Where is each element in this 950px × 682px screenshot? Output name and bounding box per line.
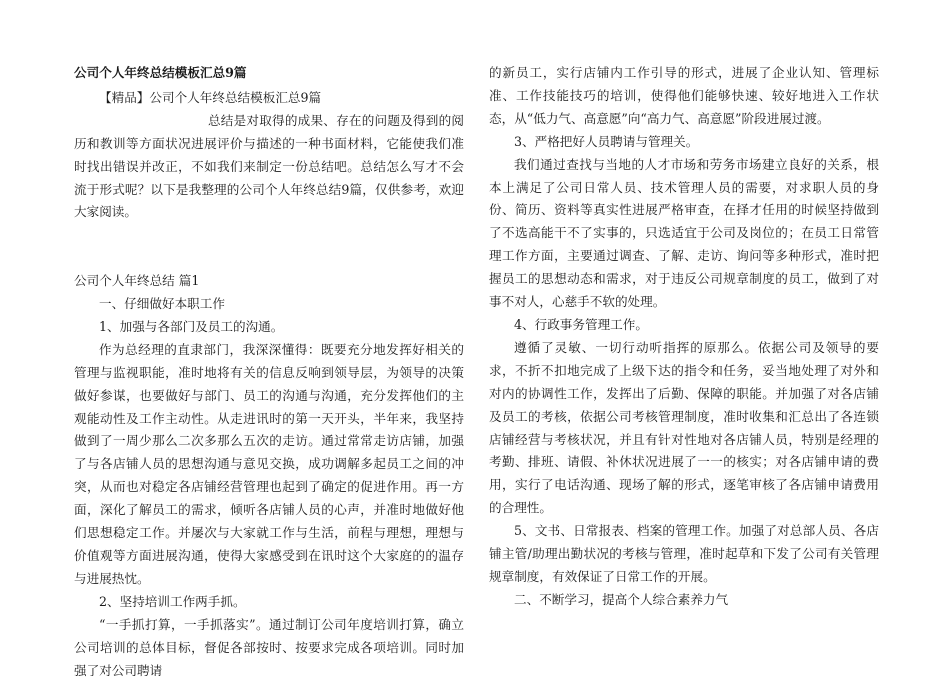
- subheading-1-5: 5、文书、日常报表、档案的管理工作。加强了对总部人员、各店铺主管/助理出勤状况的考核与管理，准时起草和下发了公司有关管理规章制度，有效保证了日常工作的开展。: [489, 523, 879, 584]
- section-heading: 公司个人年终总结 篇1: [74, 273, 200, 289]
- document-subtitle: 【精品】公司个人年终总结模板汇总9篇: [99, 89, 322, 105]
- heading-2: 二、不断学习，提高个人综合素养力气: [514, 591, 729, 607]
- paragraph-2-start: “一手抓打算，一手抓落实”。通过制订公司年度培训打算，确立公司培训的总体目标，督促各部按时、按要求完成各项培训。同时加强了对公司聘请: [74, 616, 464, 678]
- intro-paragraph: 总结是对取得的成果、存在的问题及得到的阅历和教训等方面状况进展评价与描述的一种书面材料，它能使我们准时找出错误并改正，不如我们来制定一份总结吧。总结怎么写才不会流于形式呢？以下是我整理的公司个人年终总结9篇，仅供参考，欢迎大家阅读。: [74, 112, 464, 220]
- subheading-1-4: 4、行政事务管理工作。: [514, 316, 648, 332]
- paragraph-2-continued: 的新员工，实行店铺内工作引导的形式，进展了企业认知、管理标准、工作技能技巧的培训，使得他们能够快速、较好地进入工作状态，从“低力气、高意愿”向“高力气、高意愿”阶段进展过渡。: [489, 65, 879, 126]
- subheading-1-2: 2、坚持培训工作两手抓。: [99, 593, 246, 609]
- heading-1: 一、仔细做好本职工作: [99, 296, 225, 312]
- subheading-1-3: 3、严格把好人员聘请与管理关。: [514, 133, 699, 149]
- document-title: 公司个人年终总结模板汇总9篇: [74, 65, 247, 80]
- subheading-1-1: 1、加强与各部门及员工的沟通。: [99, 318, 284, 334]
- left-column: [74, 62, 464, 682]
- blank-line: [74, 247, 464, 270]
- blank-line: [74, 224, 464, 247]
- right-column: [489, 62, 879, 612]
- paragraph-3: 我们通过查找与当地的人才市场和劳务市场建立良好的关系，根本上满足了公司日常人员、技术管理人员的需要，对求职人员的身份、简历、资料等真实性进展严格审查，在择才任用的时候坚持做到了不选高能干不了实事的，只选适宜于公司及岗位的；在员工日常管理工作方面，主要通过调查、了解、走访、询问等多种形式，准时把握员工的思想动态和需求，对于违反公司规章制度的员工，做到了对事不对人，心慈手不软的处理。: [489, 156, 879, 310]
- paragraph-1: 作为总经理的直隶部门，我深深懂得：既要充分地发挥好相关的管理与监视职能，准时地将有关的信息反响到领导层，为领导的决策做好参谋，也要做好与部门、员工的沟通与沟通，充分发挥他们的主观能动性及工作主动性。从走进讯时的第一天开头，半年来，我坚持做到了一周少那么二次多那么五次的走访。通过常常走访店铺，加强了与各店铺人员的思想沟通与意见交换，成功调解多起员工之间的冲突，从而也对稳定各店铺经营管理也起到了确定的促进作用。再一方面，深化了解员工的需求，倾听各店铺人员的心声，并准时地做好他们思想稳定工作。并屡次与大家就工作与生活，前程与理想，理想与价值观等方面进展沟通，使得大家感受到在讯时这个大家庭的的温存与进展热忱。: [74, 341, 464, 586]
- paragraph-4: 遵循了灵敏、一切行动听指挥的原那么。依据公司及领导的要求，不折不扣地完成了上级下达的指令和任务，妥当地处理了对外和对内的协调性工作，发挥出了后勤、保障的职能。并加强了对各店铺及员工的考核，依据公司考核管理制度，准时收集和汇总出了各连锁店铺经营与考核状况，并且有针对性地对各店铺人员，特别是经理的考勤、排班、请假、补休状况进展了一一的核实；对各店铺申请的费用，实行了电话沟通、现场了解的形式，逐笔审核了各店铺申请费用的合理性。: [489, 339, 879, 516]
